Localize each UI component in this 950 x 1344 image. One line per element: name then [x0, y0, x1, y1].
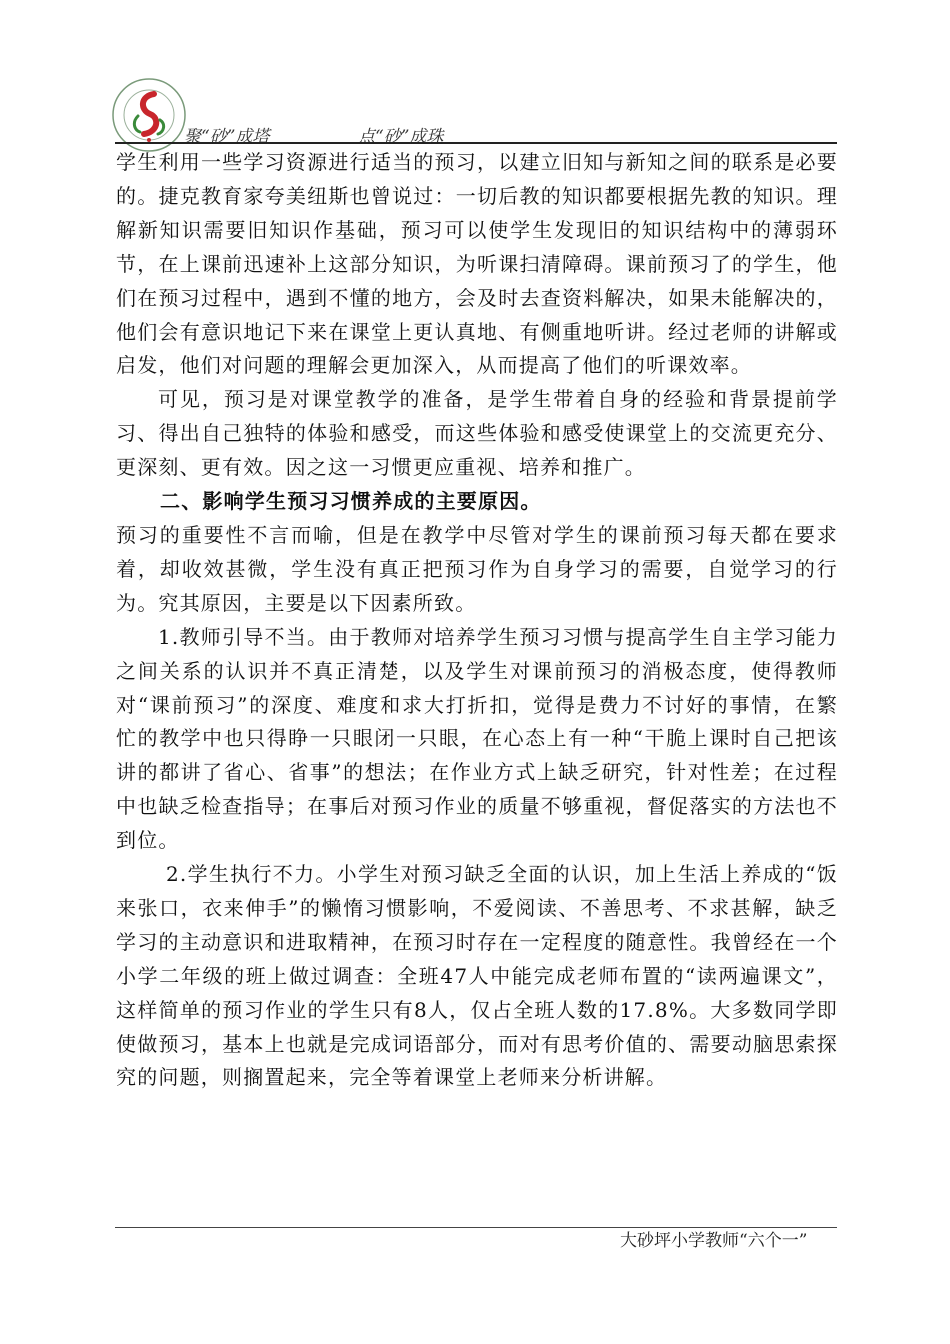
paragraph-preview-importance: 学生利用一些学习资源进行适当的预习，以建立旧知与新知之间的联系是必要的。捷克教育家夸美纽斯也曾说过：一切后教的知识都要根据先教的知识。理解新知识需要旧知识作基础，预习可以使学生发现旧的知识结构中的薄弱环节，在上课前迅速补上这部分知识，为听课扫清障碍。课前预习了的学生，他们在预习过程中，遇到不懂的地方，会及时去查资料解决，如果未能解决的，他们会有意识地记下来在课堂上更认真地、有侧重地听讲。经过老师的讲解或启发，他们对问题的理解会更加深入，从而提高了他们的听课效率。	[116, 150, 838, 378]
paragraph-reasons-intro: 预习的重要性不言而喻，但是在教学中尽管对学生的课前预习每天都在要求着，却收效甚微，学生没有真正把预习作为自身学习的需要，自觉学习的行为。究其原因，主要是以下因素所致。	[116, 522, 838, 615]
section-heading-reasons: 二、影响学生预习习惯养成的主要原因。	[160, 489, 542, 514]
paragraph-teacher-guidance: 1.教师引导不当。由于教师对培养学生预习习惯与提高学生自主学习能力之间关系的认识并不真正清楚，以及学生对课前预习的消极态度，使得教师对“课前预习”的深度、难度和求大打折扣，觉得是费力不讨好的事情，在繁忙的教学中也只得睁一只眼闭一只眼，在心态上有一种“干脆上课时自己把该讲的都讲了省心、省事”的想法；在作业方式上缺乏研究，针对性差；在过程中也缺乏检查指导；在事后对预习作业的质量不够重视，督促落实的方法也不到位。	[116, 624, 838, 853]
document-body	[116, 146, 838, 1095]
footer-label: 大砂坪小学教师“六个一”	[620, 1231, 808, 1251]
motto-left: 聚“砂”成塔	[184, 127, 270, 147]
motto-right: 点“砂”成珠	[358, 127, 444, 147]
paragraph-student-execution: 2.学生执行不力。小学生对预习缺乏全面的认识，加上生活上养成的“饭来张口，衣来伸手”的懒惰习惯影响，不爱阅读、不善思考、不求甚解，缺乏学习的主动意识和进取精神，在预习时存在一定程度的随意性。我曾经在一个小学二年级的班上做过调查：全班47人中能完成老师布置的“读两遍课文”，这样简单的预习作业的学生只有8人，仅占全班人数的17.8%。大多数同学即使做预习，基本上也就是完成词语部分，而对有思考价值的、需要动脑思索探究的问题，则搁置起来，完全等着课堂上老师来分析讲解。	[116, 862, 838, 1090]
header-divider	[115, 142, 837, 144]
paragraph-conclusion: 可见，预习是对课堂教学的准备，是学生带着自身的经验和背景提前学习、得出自己独特的体验和感受，而这些体验和感受使课堂上的交流更充分、更深刻、更有效。因之这一习惯更应重视、培养和推广。	[116, 387, 838, 480]
